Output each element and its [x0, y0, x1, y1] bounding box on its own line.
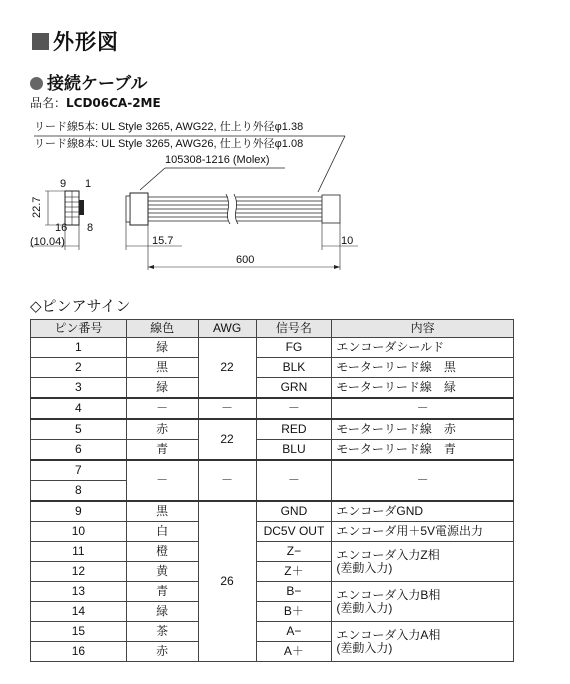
pin-cell: 16 [31, 642, 127, 662]
lead5-spec: リード線5本: UL Style 3265, AWG22, 仕上り外径φ1.38 [34, 121, 304, 133]
content-cell: モーターリード線 黒 [332, 358, 514, 378]
pin-cell: 13 [31, 582, 127, 602]
color-cell: 青 [126, 582, 198, 602]
table-row [31, 501, 514, 522]
color-cell: 茶 [126, 622, 198, 642]
dim-10: 10 [341, 235, 354, 247]
content-cell: エンコーダ用＋5V電源出力 [332, 522, 514, 542]
pin-cell: 1 [31, 338, 127, 358]
color-cell: 黒 [126, 358, 198, 378]
table-row [31, 398, 514, 419]
content-line: (差動入力) [336, 600, 393, 615]
product-line [30, 94, 161, 111]
content-cell [332, 582, 514, 622]
signal-cell: A＋ [256, 642, 332, 662]
header-pin-number: ピン番号 [31, 320, 127, 338]
connector-model: 105308-1216 (Molex) [165, 154, 270, 166]
signal-cell: DC5V OUT [256, 522, 332, 542]
table-row [31, 582, 514, 602]
signal-cell: Z＋ [256, 562, 332, 582]
header-signal-name: 信号名 [256, 320, 332, 338]
pin-cell: 15 [31, 622, 127, 642]
cable-outline-drawing [0, 110, 570, 290]
pin-cell: 11 [31, 542, 127, 562]
cable-top-view [126, 193, 340, 225]
connector-leader-line [140, 168, 165, 190]
signal-cell: BLK [256, 358, 332, 378]
content-line: エンコーダ入力Z相 [336, 547, 440, 562]
signal-cell: FG [256, 338, 332, 358]
content-line: (差動入力) [336, 640, 393, 655]
signal-cell: B＋ [256, 602, 332, 622]
pin-cell: 4 [31, 398, 127, 419]
table-header-row [31, 320, 514, 338]
product-label: 品名： [30, 96, 67, 110]
pin-cell: 5 [31, 419, 127, 440]
content-cell: エンコーダGND [332, 501, 514, 522]
lead-leader-line [318, 136, 345, 192]
header-content: 内容 [332, 320, 514, 338]
sub-title-text: 接続ケーブル [47, 74, 148, 94]
pin-8-label: 8 [87, 222, 94, 234]
width-dimension: (10.04) [30, 236, 65, 248]
pin-section-title: ◇ピンアサイン [30, 297, 131, 315]
color-cell: 白 [126, 522, 198, 542]
signal-cell: － [256, 460, 332, 501]
dim-15-7: 15.7 [152, 235, 174, 247]
table-row [31, 338, 514, 358]
table-row [31, 440, 514, 461]
signal-cell: GRN [256, 378, 332, 399]
section-title [32, 26, 119, 56]
color-cell: － [126, 460, 198, 501]
color-cell: 黒 [126, 501, 198, 522]
color-cell: 黄 [126, 562, 198, 582]
content-cell: － [332, 460, 514, 501]
content-line: エンコーダ入力B相 [336, 587, 441, 602]
product-name: LCD06CA-2ME [66, 96, 161, 110]
content-cell: － [332, 398, 514, 419]
content-cell: モーターリード線 緑 [332, 378, 514, 399]
header-wire-color: 線色 [126, 320, 198, 338]
lead8-spec: リード線8本: UL Style 3265, AWG26, 仕上り外径φ1.08 [34, 138, 304, 150]
table-row [31, 522, 514, 542]
content-cell: エンコーダシールド [332, 338, 514, 358]
color-cell: 赤 [126, 419, 198, 440]
color-cell: － [126, 398, 198, 419]
content-cell [332, 622, 514, 662]
signal-cell: RED [256, 419, 332, 440]
height-dimension: 22.7 [31, 196, 43, 218]
color-cell: 赤 [126, 642, 198, 662]
signal-cell: GND [256, 501, 332, 522]
content-line: (差動入力) [336, 560, 393, 575]
pin-16-label: 16 [55, 222, 68, 234]
pin-cell: 8 [31, 481, 127, 502]
table-row [31, 622, 514, 642]
signal-cell: BLU [256, 440, 332, 461]
content-cell [332, 542, 514, 582]
color-cell: 橙 [126, 542, 198, 562]
table-row [31, 542, 514, 562]
awg-cell: 22 [198, 419, 256, 460]
pin-cell: 10 [31, 522, 127, 542]
sub-title [30, 69, 147, 94]
table-row [31, 378, 514, 399]
pin-cell: 14 [31, 602, 127, 622]
pin-cell: 6 [31, 440, 127, 461]
pin-cell: 7 [31, 460, 127, 481]
pin-1-label: 1 [85, 178, 92, 190]
content-line: エンコーダ入力A相 [336, 627, 441, 642]
pin-cell: 9 [31, 501, 127, 522]
awg-cell: － [198, 398, 256, 419]
signal-cell: Z− [256, 542, 332, 562]
color-cell: 緑 [126, 378, 198, 399]
awg-cell: － [198, 460, 256, 501]
pin-cell: 2 [31, 358, 127, 378]
pin-cell: 12 [31, 562, 127, 582]
dim-600: 600 [236, 254, 255, 266]
connector-side-view [65, 191, 84, 225]
square-bullet-icon [32, 33, 49, 50]
pin-cell: 3 [31, 378, 127, 399]
content-cell: モーターリード線 青 [332, 440, 514, 461]
content-cell: モーターリード線 赤 [332, 419, 514, 440]
signal-cell: － [256, 398, 332, 419]
pin-9-label: 9 [60, 178, 67, 190]
pin-assignment-table [30, 319, 514, 662]
color-cell: 緑 [126, 338, 198, 358]
header-awg: AWG [198, 320, 256, 338]
signal-cell: B− [256, 582, 332, 602]
color-cell: 緑 [126, 602, 198, 622]
table-row [31, 460, 514, 481]
awg-cell: 22 [198, 338, 256, 399]
signal-cell: A− [256, 622, 332, 642]
awg-cell: 26 [198, 501, 256, 662]
color-cell: 青 [126, 440, 198, 461]
table-row [31, 419, 514, 440]
section-title-text: 外形図 [53, 30, 119, 54]
circle-bullet-icon [30, 77, 43, 90]
table-row [31, 358, 514, 378]
